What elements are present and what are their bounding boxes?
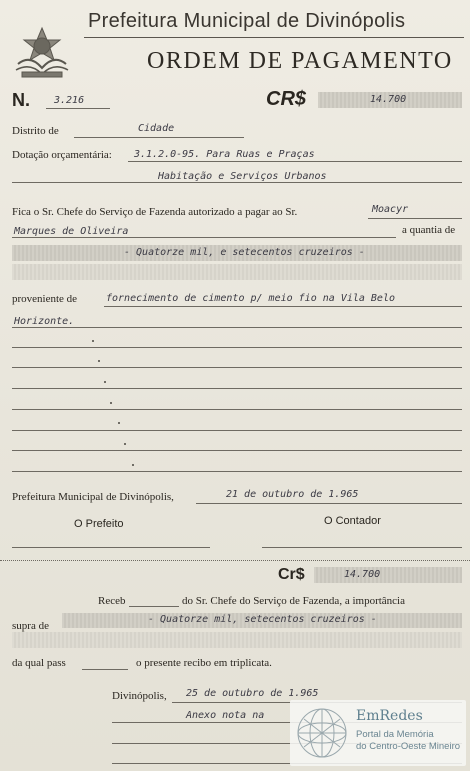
budget-label: Dotação orçamentária: [12,149,112,161]
authorization-text: Fica o Sr. Chefe do Serviço de Fazenda autorizado a pagar ao Sr. [12,206,298,218]
municipality-title: Prefeitura Municipal de Divinópolis [88,10,406,32]
watermark-subtitle-2: do Centro-Oeste Mineiro [356,741,461,752]
order-number-label: N. [12,90,30,110]
payee-surname: Marques de Oliveira [14,226,129,237]
which-label-start: da qual pass [12,657,66,669]
receipt-amount-in-words: - Quatorze mil, setecentos cruzeiros - [148,614,377,625]
district-label: Distrito de [12,125,59,137]
origin-value-1: fornecimento de cimento p/ meio fio na Vila Belo [106,293,395,304]
receipt-words-band-2 [12,632,462,648]
watermark-subtitle-1: Portal da Memória [356,729,434,740]
document-title: ORDEM DE PAGAMENTO [147,48,453,74]
receipt-date: 25 de outubro de 1.965 [186,688,319,699]
above-label: supra de [12,620,49,632]
which-label-end: o presente recibo em triplicata. [136,657,272,669]
receipt-separator [0,560,470,561]
blank-line [12,367,462,368]
receipt-note: Anexo nota na [186,710,265,721]
receipt-city-label: Divinópolis, [112,690,167,702]
accountant-signature-line [262,547,462,548]
received-label-start: Receb [98,595,126,607]
receipt-amount-box [314,567,462,583]
blank-line [12,471,462,472]
coat-of-arms-icon [10,24,74,80]
accountant-signature-label: O Contador [324,515,381,527]
blank-line [12,388,462,389]
receipt-amount-value: 14.700 [344,569,381,580]
blank-line [12,430,462,431]
currency-label: CR$ [266,88,307,110]
place-label: Prefeitura Municipal de Divinópolis, [12,491,174,503]
budget-value-2: Habitação e Serviços Urbanos [158,171,327,182]
portal-watermark [290,700,466,766]
budget-value-1: 3.1.2.0-95. Para Ruas e Praças [134,149,315,160]
globe-logo-icon [294,705,350,761]
origin-value-2: Horizonte. [14,316,75,327]
header-underline [84,37,464,38]
amount-value: 14.700 [370,94,407,105]
amount-in-words: - Quatorze mil, e setecentos cruzeiros - [124,247,365,258]
payee-first-name: Moacyr [372,204,409,215]
mayor-signature-line [12,547,210,548]
amount-words-band-2 [12,264,462,280]
district-value: Cidade [138,123,175,134]
received-label-end: do Sr. Chefe do Serviço de Fazenda, a importância [182,595,405,607]
order-number-value: 3.216 [54,95,85,106]
blank-line [12,347,462,348]
blank-line [12,450,462,451]
issue-date: 21 de outubro de 1.965 [226,489,359,500]
watermark-brand: EmRedes [356,708,423,724]
origin-label: proveniente de [12,293,78,305]
blank-line [12,409,462,410]
quantity-label: a quantia de [402,224,456,236]
receipt-currency-label: Cr$ [278,566,305,583]
mayor-signature-label: O Prefeito [74,518,124,530]
